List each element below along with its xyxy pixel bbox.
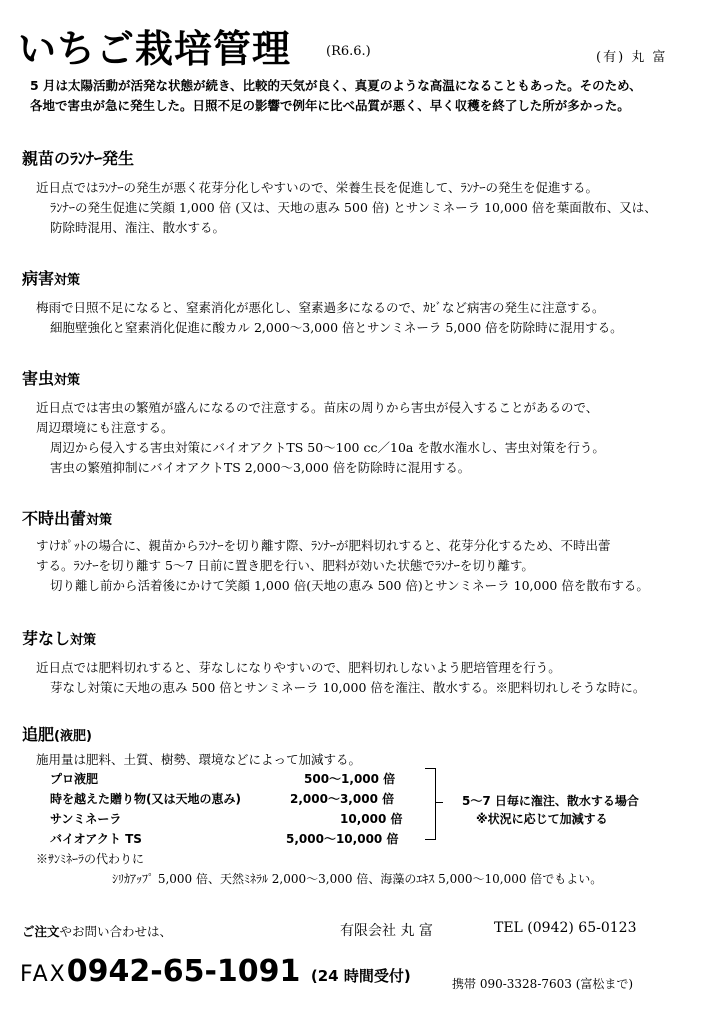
mobile-number: 携帯 090-3328-7603 (富松まで) xyxy=(452,977,634,991)
fax-line: FAX0942-65-1091 (24 時間受付) xyxy=(20,954,411,989)
issue-date: (R6.6.) xyxy=(326,44,371,59)
section-heading-disease: 病害対策 xyxy=(22,269,81,288)
section-premature-bud-line-1: すけﾎﾟｯﾄの場合に、親苗からﾗﾝﾅｰを切り離す際、ﾗﾝﾅｰが肥料切れすると、花芽分化するため、不時出蕾 xyxy=(36,538,611,553)
company-name-footer: 有限会社 丸 富 xyxy=(340,923,433,939)
intro-line-2: 各地で害虫が急に発生した。日照不足の影響で例年に比べ品質が悪く、早く収穫を終了した所が多かった。 xyxy=(30,98,630,113)
section-budless-line-1: 近日点では肥料切れすると、芽なしになりやすいので、肥料切れしないよう肥培管理を行う。 xyxy=(36,660,561,675)
fertilizer-rate: 5,000～10,000 倍 xyxy=(286,832,399,846)
fertilizer-name: 時を越えた贈り物(又は天地の恵み) xyxy=(50,792,241,806)
section-heading-pests: 害虫対策 xyxy=(22,369,81,388)
substitute-line-1: ※ｻﾝﾐﾈｰﾗの代わりに xyxy=(36,852,145,866)
section-pests-line-1: 近日点では害虫の繁殖が盛んになるので注意する。苗床の周りから害虫が侵入することがあるので、 xyxy=(36,400,599,415)
telephone-number: TEL (0942) 65-0123 xyxy=(494,920,637,936)
fertilizer-rate: 2,000～3,000 倍 xyxy=(290,792,395,806)
fertilizer-bracket xyxy=(425,768,436,840)
fertilizer-rate: 10,000 倍 xyxy=(340,812,403,826)
page-title: いちご栽培管理 xyxy=(18,27,292,71)
section-pests-line-3: 周辺から侵入する害虫対策にバイオアクトTS 50～100 cc／10a を散水潅水し、害虫対策を行う。 xyxy=(50,440,605,455)
section-runner-line-1: 近日点ではﾗﾝﾅｰの発生が悪く花芽分化しやすいので、栄養生長を促進して、ﾗﾝﾅｰの発生を促進する。 xyxy=(36,180,599,195)
section-runner-line-3: 防除時混用、潅注、散水する。 xyxy=(50,220,226,235)
section-premature-bud-line-3: 切り離し前から活着後にかけて笑顔 1,000 倍(天地の恵み 500 倍)とサンミネーラ 10,000 倍を散布する。 xyxy=(50,578,649,593)
section-heading-topdressing: 追肥(液肥) xyxy=(22,725,92,744)
section-heading-budless: 芽なし対策 xyxy=(22,629,97,648)
fertilizer-rate: 500～1,000 倍 xyxy=(304,772,396,786)
section-pests-line-2: 周辺環境にも注意する。 xyxy=(36,420,174,435)
fertilizer-name: バイオアクト TS xyxy=(50,832,142,846)
section-disease-line-2: 細胞壁強化と窒素消化促進に酸カル 2,000～3,000 倍とサンミネーラ 5,000 倍を防除時に混用する。 xyxy=(50,320,623,335)
section-heading-premature-bud: 不時出蕾対策 xyxy=(22,509,113,528)
fertilizer-note-line-2: ※状況に応じて加減する xyxy=(476,812,608,826)
section-runner-line-2: ﾗﾝﾅｰの発生促進に笑顔 1,000 倍 (又は、天地の恵み 500 倍) とサンミネーラ 10,000 倍を葉面散布、又は、 xyxy=(50,200,657,215)
section-budless-line-2: 芽なし対策に天地の恵み 500 倍とサンミネーラ 10,000 倍を潅注、散水する。※肥料切れしそうな時に。 xyxy=(50,680,646,695)
section-heading-runner: 親苗のﾗﾝﾅｰ発生 xyxy=(22,149,135,168)
section-premature-bud-line-2: する。ﾗﾝﾅｰを切り離す 5～7 日前に置き肥を行い、肥料が効いた状態でﾗﾝﾅｰを切り離す。 xyxy=(36,558,534,573)
fertilizer-note-line-1: 5～7 日毎に潅注、散水する場合 xyxy=(462,794,639,808)
fertilizer-name: プロ液肥 xyxy=(50,772,99,786)
fertilizer-name: サンミネーラ xyxy=(50,812,122,826)
intro-line-1: 5 月は太陽活動が活発な状態が続き、比較的天気が良く、真夏のような高温になることもあった。そのため、 xyxy=(30,78,642,93)
section-pests-line-4: 害虫の繁殖抑制にバイオアクトTS 2,000～3,000 倍を防除時に混用する。 xyxy=(50,460,471,475)
section-disease-line-1: 梅雨で日照不足になると、窒素消化が悪化し、窒素過多になるので、ｶﾋﾞなど病害の発生に注意する。 xyxy=(36,300,605,315)
section-topdressing-line-1: 施用量は肥料、土質、樹勢、環境などによって加減する。 xyxy=(36,752,362,767)
substitute-line-2: ｼﾘｶｱｯﾌﾟ 5,000 倍、天然ﾐﾈﾗﾙ 2,000～3,000 倍、海藻のｴｷｽ 5,000～10,000 倍でもよい。 xyxy=(112,872,603,886)
company-name-header: (有) 丸 富 xyxy=(596,50,668,65)
order-inquiry-text: ご注文やお問い合わせは、 xyxy=(22,924,173,939)
